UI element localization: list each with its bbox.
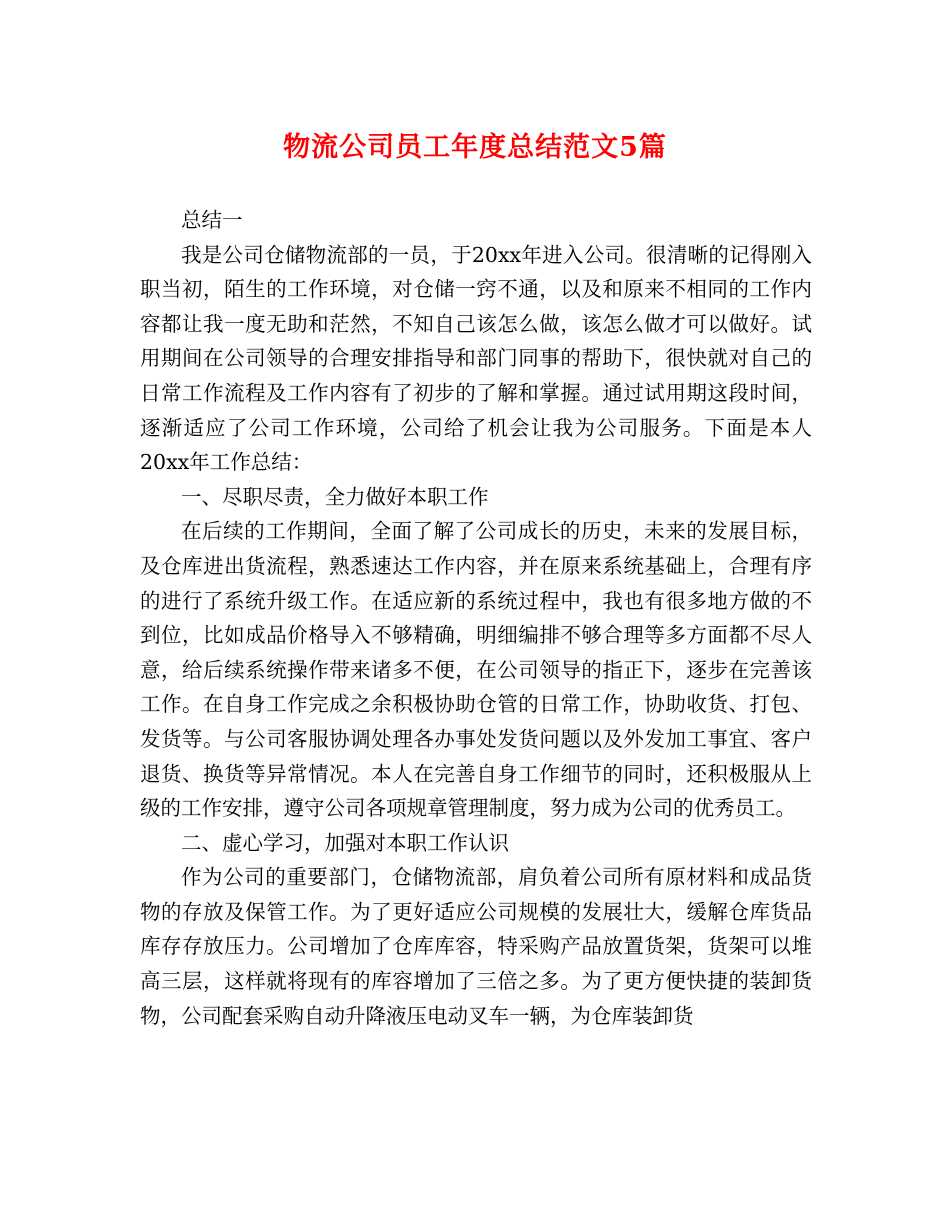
document-body xyxy=(140,203,812,1033)
section-label: 总结一 xyxy=(181,208,243,232)
document-title: 物流公司员工年度总结范文5篇 xyxy=(283,132,667,163)
paragraph-intro: 我是公司仓储物流部的一员，于20xx年进入公司。很清晰的记得刚入职当初，陌生的工作环境，对仓储一窍不通，以及和原来不相同的工作内容都让我一度无助和茫然，不知自己该怎么做，该怎么做才可以做好。试用期间在公司领导的合理安排指导和部门同事的帮助下，很快就对自己的日常工作流程及工作内容有了初步的了解和掌握。通过试用期这段时间，逐渐适应了公司工作环境，公司给了机会让我为公司服务。下面是本人20xx年工作总结： xyxy=(140,242,812,475)
paragraph-section-2: 作为公司的重要部门，仓储物流部，肩负着公司所有原材料和成品货物的存放及保管工作。为了更好适应公司规模的发展壮大，缓解仓库货品库存存放压力。公司增加了仓库库容，特采购产品放置货架，货架可以堆高三层，这样就将现有的库容增加了三倍之多。为了更方便快捷的装卸货物，公司配套采购自动升降液压电动叉车一辆，为仓库装卸货 xyxy=(140,865,812,1028)
heading-section-2: 二、虚心学习，加强对本职工作认识 xyxy=(181,830,509,855)
paragraph-section-1: 在后续的工作期间，全面了解了公司成长的历史，未来的发展目标，及仓库进出货流程，熟悉速达工作内容，并在原来系统基础上，合理有序的进行了系统升级工作。在适应新的系统过程中，我也有很多地方做的不到位，比如成品价格导入不够精确，明细编排不够合理等多方面都不尽人意，给后续系统操作带来诸多不便，在公司领导的指正下，逐步在完善该工作。在自身工作完成之余积极协助仓管的日常工作，协助收货、打包、发货等。与公司客服协调处理各办事处发货问题以及外发加工事宜、客户退货、换货等异常情况。本人在完善自身工作细节的同时，还积极服从上级的工作安排，遵守公司各项规章管理制度，努力成为公司的优秀员工。 xyxy=(140,519,812,821)
heading-section-1: 一、尽职尽责，全力做好本职工作 xyxy=(181,484,489,509)
